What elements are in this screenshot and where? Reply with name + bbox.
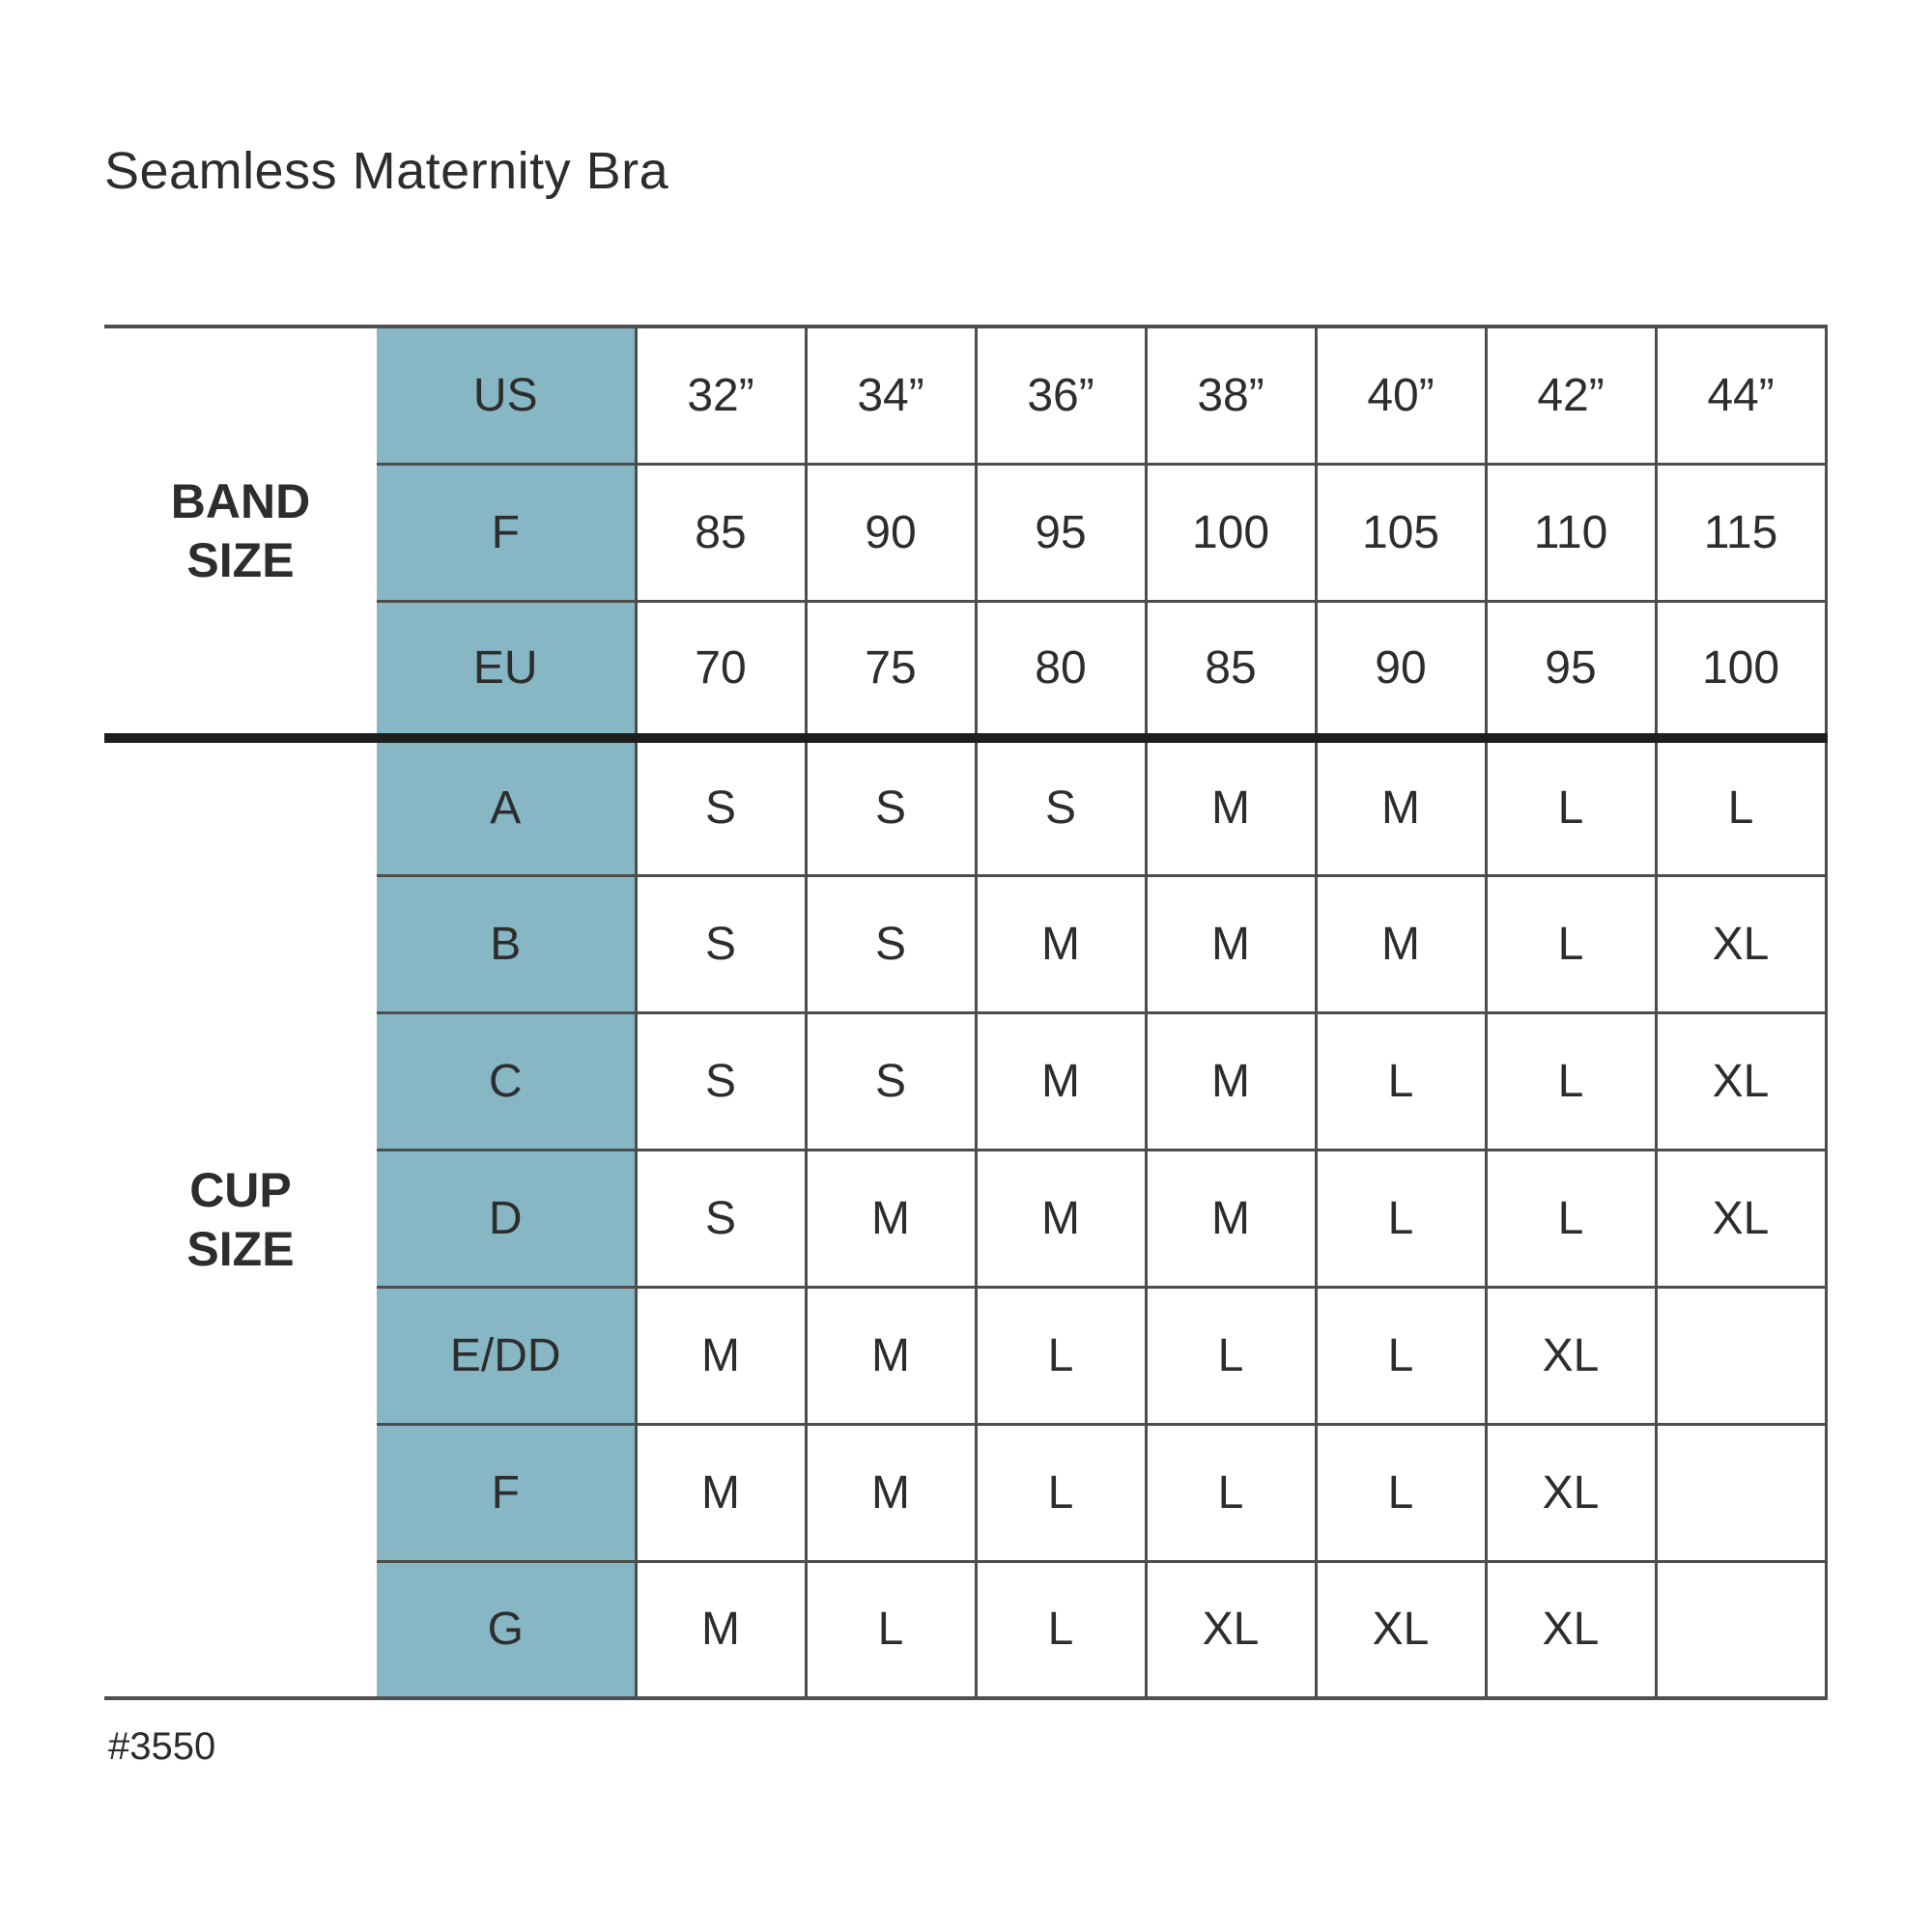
cup-size-row-cell: L <box>1486 1012 1656 1150</box>
band-size-row-group-label <box>104 327 377 738</box>
band-size-row-cell: 90 <box>806 464 976 601</box>
cup-size-row-cell: S <box>976 738 1146 875</box>
cup-size-row-cell: M <box>976 1012 1146 1150</box>
cup-size-row-cell: L <box>1316 1150 1486 1287</box>
cup-size-row-label: B <box>377 875 636 1012</box>
cup-size-row-cell <box>1656 1561 1826 1698</box>
cup-size-row-cell: L <box>1316 1012 1486 1150</box>
cup-size-row-cell <box>1656 1287 1826 1424</box>
cup-size-row-cell: L <box>1146 1424 1316 1561</box>
cup-size-row-cell: M <box>976 1150 1146 1287</box>
cup-size-row-cell: L <box>1486 738 1656 875</box>
cup-size-row-cell: M <box>1316 875 1486 1012</box>
cup-size-row-cell: L <box>1146 1287 1316 1424</box>
band-size-row-cell: 85 <box>1146 601 1316 738</box>
cup-size-row-cell: M <box>806 1424 976 1561</box>
cup-size-row-cell: XL <box>1656 1150 1826 1287</box>
cup-size-row-cell: M <box>976 875 1146 1012</box>
cup-size-row-cell: L <box>1486 875 1656 1012</box>
cup-size-row-cell: M <box>1146 875 1316 1012</box>
cup-size-row-group-label-text: CUP SIZE <box>186 1162 295 1276</box>
cup-size-row-label: A <box>377 738 636 875</box>
band-size-row-cell: 100 <box>1656 601 1826 738</box>
band-size-row-cell: 95 <box>1486 601 1656 738</box>
cup-size-row-cell: M <box>636 1561 806 1698</box>
cup-size-row-cell: M <box>1316 738 1486 875</box>
band-size-section <box>104 327 1826 738</box>
band-size-row-cell: 70 <box>636 601 806 738</box>
band-size-row-cell: 110 <box>1486 464 1656 601</box>
cup-size-row-cell: XL <box>1486 1561 1656 1698</box>
band-size-row-label: US <box>377 327 636 464</box>
band-size-row-cell: 95 <box>976 464 1146 601</box>
cup-size-row-cell: L <box>976 1561 1146 1698</box>
cup-size-row-label: G <box>377 1561 636 1698</box>
cup-size-row-cell: S <box>636 875 806 1012</box>
band-size-row-cell: 42” <box>1486 327 1656 464</box>
cup-size-row-cell: L <box>1486 1150 1656 1287</box>
cup-size-row-label: F <box>377 1424 636 1561</box>
cup-size-row-cell: M <box>1146 1012 1316 1150</box>
cup-size-row-cell: L <box>1316 1424 1486 1561</box>
band-size-row-label: EU <box>377 601 636 738</box>
chart-title: Seamless Maternity Bra <box>104 142 669 200</box>
band-size-row-group-label-text: BAND SIZE <box>170 473 311 587</box>
cup-size-row-cell: M <box>1146 1150 1316 1287</box>
cup-size-row <box>104 738 1826 875</box>
cup-size-row-cell: L <box>976 1287 1146 1424</box>
cup-size-row-cell: M <box>636 1424 806 1561</box>
band-size-row-cell: 40” <box>1316 327 1486 464</box>
cup-size-row-label: E/DD <box>377 1287 636 1424</box>
cup-size-row-cell: M <box>636 1287 806 1424</box>
cup-size-row-cell: S <box>636 1012 806 1150</box>
band-size-row-label: F <box>377 464 636 601</box>
cup-size-row-cell: XL <box>1656 1012 1826 1150</box>
cup-size-row-cell: XL <box>1486 1287 1656 1424</box>
cup-size-row-cell: S <box>806 738 976 875</box>
band-size-row <box>104 327 1826 464</box>
band-size-row-cell: 80 <box>976 601 1146 738</box>
cup-size-row-cell: XL <box>1486 1424 1656 1561</box>
cup-size-row-cell: L <box>1316 1287 1486 1424</box>
band-size-row-cell: 85 <box>636 464 806 601</box>
cup-size-row-cell: L <box>976 1424 1146 1561</box>
size-table <box>104 325 1828 1700</box>
band-size-row-cell: 100 <box>1146 464 1316 601</box>
cup-size-row-group-label <box>104 738 377 1698</box>
cup-size-section <box>104 738 1826 1698</box>
band-size-row-cell: 36” <box>976 327 1146 464</box>
band-size-row-cell: 90 <box>1316 601 1486 738</box>
band-size-row-cell: 44” <box>1656 327 1826 464</box>
cup-size-row-cell: S <box>636 1150 806 1287</box>
cup-size-row-cell: M <box>806 1150 976 1287</box>
band-size-row-cell: 75 <box>806 601 976 738</box>
cup-size-row-cell: XL <box>1656 875 1826 1012</box>
cup-size-row-cell: L <box>806 1561 976 1698</box>
cup-size-row-cell: S <box>806 1012 976 1150</box>
cup-size-row-cell: S <box>806 875 976 1012</box>
cup-size-row-label: C <box>377 1012 636 1150</box>
cup-size-row-cell: M <box>1146 738 1316 875</box>
band-size-row-cell: 38” <box>1146 327 1316 464</box>
style-number: #3550 <box>108 1725 216 1768</box>
cup-size-row-label: D <box>377 1150 636 1287</box>
cup-size-row-cell: S <box>636 738 806 875</box>
cup-size-row-cell: L <box>1656 738 1826 875</box>
band-size-row-cell: 32” <box>636 327 806 464</box>
band-size-row-cell: 105 <box>1316 464 1486 601</box>
cup-size-row-cell: M <box>806 1287 976 1424</box>
cup-size-row-cell <box>1656 1424 1826 1561</box>
cup-size-row-cell: XL <box>1146 1561 1316 1698</box>
band-size-row-cell: 115 <box>1656 464 1826 601</box>
band-size-row-cell: 34” <box>806 327 976 464</box>
cup-size-row-cell: XL <box>1316 1561 1486 1698</box>
